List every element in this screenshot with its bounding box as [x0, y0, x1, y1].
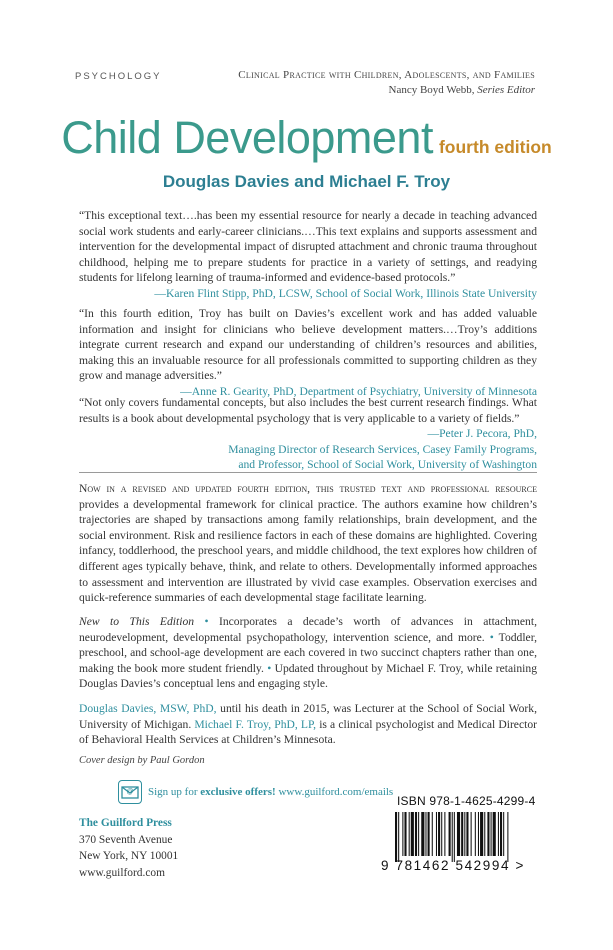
barcode-bar: [500, 812, 502, 856]
bio-author-1-text: until his death in 2015, was Lecturer at the School of Social Work, University of Michigan.: [79, 702, 537, 731]
new-edition-item-3: Updated throughout by Michael F. Troy, while retaining Douglas Davies’s conceptual lens and engaging style.: [79, 661, 537, 691]
barcode: [395, 812, 545, 862]
edition-label: fourth edition: [438, 137, 552, 157]
quote-2-attribution: —Anne R. Gearity, PhD, Department of Psychiatry, University of Minnesota: [180, 384, 537, 398]
series-editor: [205, 83, 535, 98]
quote-2-text: “In this fourth edition, Troy has built on Davies’s excellent work and has added valuable information and insight for clinicians who believe development matters.…Troy’s additions integrate current research and expand our understanding of children’s resources and abilities, making this an invaluable resource for all professionals committed to supporting children as they grow and manage adversities.”: [79, 307, 537, 383]
divider-rule: [79, 472, 537, 473]
barcode-bar: [402, 812, 403, 856]
isbn-label: ISBN 978-1-4625-4299-4: [397, 794, 536, 808]
publisher-block: [79, 815, 178, 881]
new-edition: [79, 614, 537, 692]
author-line: Douglas Davies and Michael F. Troy: [162, 172, 451, 191]
email-icon: [118, 780, 142, 804]
barcode-bar: [480, 812, 483, 856]
series-editor-role: Series Editor: [477, 84, 535, 96]
offer-bold: exclusive offers!: [200, 786, 276, 798]
bullet-icon: •: [489, 630, 494, 644]
bio-author-2-name: Michael F. Troy, PhD, LP,: [194, 717, 317, 731]
barcode-bar: [438, 812, 440, 856]
series-block: [205, 68, 535, 98]
cover-design-credit: Cover design by Paul Gordon: [79, 755, 205, 766]
quote-3-text: “Not only covers fundamental concepts, but also includes the best current research findings. What results is a book about developmental psychology that is very applicable to a variety of fields.”: [79, 396, 537, 425]
barcode-bar: [484, 812, 485, 856]
new-edition-item-1: Incorporates a decade’s worth of advances in attachment, neurodevelopment, developmental psychopathology, intervention science, and more.: [79, 615, 537, 644]
quote-1: [79, 208, 537, 302]
quote-3: [79, 395, 537, 473]
barcode-bar: [404, 812, 406, 856]
bullet-icon: •: [204, 615, 209, 628]
barcode-bar: [444, 812, 445, 856]
offer-prefix: Sign up for: [148, 786, 198, 798]
barcode-bar: [464, 812, 465, 856]
bio-author-2-text: is a clinical psychologist and Medical Director of Behavioral Health Services at Children’s Minnesota.: [79, 717, 537, 747]
svg-text:@: @: [126, 788, 134, 796]
barcode-bar: [507, 812, 508, 862]
offer-line: [148, 786, 393, 798]
quote-1-text: “This exceptional text….has been my essential resource for nearly a decade in teaching advanced social work students and early-career clinicians.…This text explains and supports assessment and intervention for the developmental impact of disrupted attachment and chronic trauma throughout childhood, helping me to prepare students for practice in a variety of settings, and readying students for lifelong learning of trauma-informed and evidence-based protocols.”: [79, 209, 537, 285]
bio-author-1-name: Douglas Davies, MSW, PhD,: [79, 702, 217, 715]
publisher-address-2: New York, NY 10001: [79, 850, 179, 862]
barcode-bar: [418, 812, 419, 856]
barcode-bar: [428, 812, 430, 856]
description-lead: Now in a revised and updated fourth edition, this trusted text and professional resource: [79, 482, 537, 495]
book-title: Child Development: [61, 112, 433, 163]
barcode-bar: [441, 812, 442, 856]
quote-3-attribution-line-1: —Peter J. Pecora, PhD,: [427, 427, 537, 441]
author-bios: [79, 701, 537, 748]
barcode-bar: [454, 812, 455, 862]
barcode-bar: [491, 812, 492, 856]
barcode-bar: [478, 812, 479, 856]
quote-2: [79, 306, 537, 400]
series-editor-name: Nancy Boyd Webb,: [388, 84, 475, 96]
barcode-bar: [395, 812, 397, 862]
barcode-bar: [466, 812, 468, 856]
barcode-bar: [436, 812, 437, 856]
barcode-bar: [398, 812, 399, 862]
barcode-bar: [432, 812, 433, 856]
quote-1-attribution: —Karen Flint Stipp, PhD, LCSW, School of Social Work, Illinois State University: [154, 286, 537, 300]
barcode-bar: [452, 812, 453, 862]
barcode-bar: [487, 812, 489, 856]
barcode-bar: [461, 812, 463, 856]
bullet-icon: •: [267, 661, 272, 675]
new-edition-item-2: Toddler, preschool, and school-age development are each covered in two succinct chapters rather than one, making the book more student friendly.: [79, 630, 537, 675]
description: [79, 481, 537, 606]
offer-url[interactable]: www.guilford.com/emails: [278, 786, 394, 798]
barcode-bar: [457, 812, 460, 856]
barcode-bar: [421, 812, 424, 856]
quote-3-attribution-line-2: Managing Director of Research Services, Casey Family Programs,: [228, 442, 537, 456]
barcode-bar: [425, 812, 426, 856]
barcode-bar: [503, 812, 504, 856]
description-body: provides a developmental framework for clinical practice. The authors examine how children’s trajectories are shaped by transactions among family relationships, brain development, and the social environment. Risk and resilience factors in each of these domains are highlighted. Covering infancy, toddlerhood, the preschool years, and middle childhood, the text explores how children of different ages typically behave, think, and relate to others. Developmentally informed approaches to assessment and intervention are illustrated by vivid case examples. Observation exercises and quick-reference summaries of each developmental stage facilitate learning.: [79, 497, 537, 605]
publisher-name: The Guilford Press: [79, 817, 172, 829]
barcode-digits: 9 781462 542994 >: [381, 858, 525, 873]
category-label: PSYCHOLOGY: [75, 71, 162, 82]
barcode-bar: [449, 812, 451, 856]
barcode-bar: [409, 812, 410, 856]
title-block: [0, 112, 613, 164]
quote-3-attribution-line-3: and Professor, School of Social Work, University of Washington: [238, 458, 537, 472]
barcode-bar: [493, 812, 496, 856]
publisher-website[interactable]: www.guilford.com: [79, 866, 165, 879]
publisher-address-1: 370 Seventh Avenue: [79, 833, 173, 846]
new-edition-label: New to This Edition: [79, 615, 195, 628]
barcode-bar: [498, 812, 499, 856]
barcode-bar: [411, 812, 414, 856]
barcode-bar: [471, 812, 472, 856]
barcode-bar: [475, 812, 476, 856]
series-title: Clinical Practice with Children, Adolescents, and Families: [238, 69, 535, 81]
barcode-bar: [415, 812, 417, 856]
